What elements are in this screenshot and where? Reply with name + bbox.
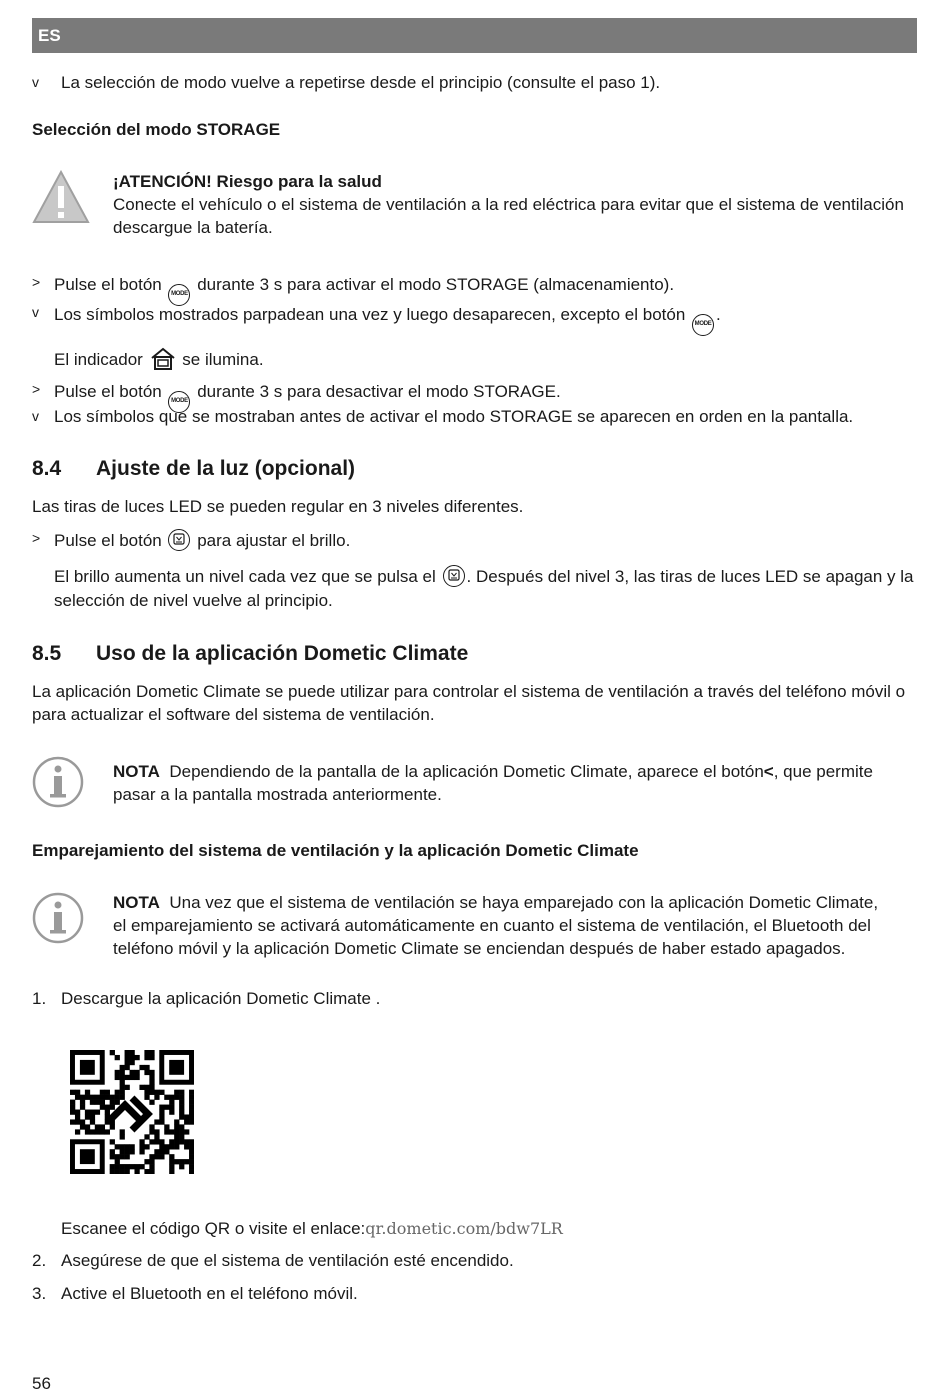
light-button-icon xyxy=(168,529,190,551)
qr-link[interactable]: qr.dometic.com/bdw7LR xyxy=(365,1219,563,1238)
step-text-post: para ajustar el brillo. xyxy=(197,531,351,550)
result-marker: v xyxy=(32,74,39,90)
step-number: 3. xyxy=(32,1284,47,1303)
warning-triangle-icon xyxy=(32,170,92,226)
pairing-step-1 xyxy=(32,987,380,1010)
section-number: 8.5 xyxy=(32,642,62,665)
section-number: 8.4 xyxy=(32,457,62,480)
step-text-post: durante 3 s para activar el modo STORAGE (almacenamiento). xyxy=(197,275,675,294)
warning-text-line-2: descargue la batería. xyxy=(113,218,273,237)
mode-button-icon: MODE xyxy=(168,391,190,413)
intro-text: La selección de modo vuelve a repetirse desde el principio (consulte el paso 1). xyxy=(61,73,661,92)
result-text: Los símbolos que se mostraban antes de activar el modo STORAGE se aparecen en orden en la pantalla. xyxy=(54,407,854,426)
step-marker: > xyxy=(32,274,41,290)
section-8-4-intro: Las tiras de luces LED se pueden regular en 3 niveles diferentes. xyxy=(32,497,524,516)
note-label: NOTA xyxy=(113,893,160,912)
qr-text: Escanee el código QR o visite el enlace: xyxy=(61,1219,366,1238)
section-8-5-heading xyxy=(32,641,468,667)
warning-title: ¡ATENCIÓN! Riesgo para la salud xyxy=(113,172,382,191)
step-text-post: durante 3 s para desactivar el modo STORAGE. xyxy=(197,382,561,401)
indicator-text-pre: El indicador xyxy=(54,350,143,369)
storage-indicator-line xyxy=(54,347,264,377)
section-title: Uso de la aplicación Dometic Climate xyxy=(96,642,469,665)
qr-code-icon[interactable] xyxy=(70,1050,194,1174)
step-text: Asegúrese de que el sistema de ventilación esté encendido. xyxy=(61,1251,514,1270)
note-2-line-1 xyxy=(113,891,878,914)
light-result-line-2: selección de nivel vuelve al principio. xyxy=(54,591,333,610)
step-marker: > xyxy=(32,530,41,546)
pairing-heading: Emparejamiento del sistema de ventilación y la aplicación Dometic Climate xyxy=(32,841,639,860)
pairing-step-2 xyxy=(32,1249,514,1272)
note-text: Una vez que el sistema de ventilación se haya emparejado con la aplicación Dometic Climate, xyxy=(169,893,879,912)
language-header-bar xyxy=(32,18,917,53)
section-8-5-text-line-1: La aplicación Dometic Climate se puede utilizar para controlar el sistema de ventilación a través del teléfono móvil o xyxy=(32,682,906,701)
mode-button-icon: MODE xyxy=(168,284,190,306)
section-8-5-text-line-2: para actualizar el software del sistema de ventilación. xyxy=(32,705,435,724)
warning-text-line-1: Conecte el vehículo o el sistema de ventilación a la red eléctrica para evitar que el sistema de ventilación xyxy=(113,195,904,214)
info-icon xyxy=(32,892,84,944)
storage-result-restore xyxy=(32,405,912,429)
result-text-pre: El brillo aumenta un nivel cada vez que se pulsa el xyxy=(54,567,436,586)
result-text-post: . Después del nivel 3, las tiras de luces LED se apagan y la xyxy=(466,567,914,586)
note-2-line-3: teléfono móvil y la aplicación Dometic Climate se enciendan después de haber estado apagados. xyxy=(113,939,846,958)
note-label: NOTA xyxy=(113,762,160,781)
storage-heading: Selección del modo STORAGE xyxy=(32,120,281,139)
storage-indicator-icon xyxy=(150,347,176,377)
step-number: 1. xyxy=(32,989,47,1008)
step-text-pre: Pulse el botón xyxy=(54,382,162,401)
result-text-post: . xyxy=(716,305,721,324)
step-marker: > xyxy=(32,381,41,397)
step-text-pre: Pulse el botón xyxy=(54,531,162,550)
section-8-4-heading xyxy=(32,456,355,482)
light-result-line-1 xyxy=(54,565,914,588)
result-marker: v xyxy=(32,408,39,424)
language-code: ES xyxy=(38,26,61,45)
indicator-text-post: se ilumina. xyxy=(182,350,264,369)
note-2-line-2: el emparejamiento se activará automáticamente en cuanto el sistema de ventilación, el Bluetooth del xyxy=(113,916,871,935)
back-symbol: < xyxy=(763,762,774,781)
qr-instruction xyxy=(61,1217,563,1240)
mode-button-icon: MODE xyxy=(692,314,714,336)
step-number: 2. xyxy=(32,1251,47,1270)
step-text-pre: Pulse el botón xyxy=(54,275,162,294)
light-button-icon xyxy=(443,565,465,587)
storage-step-deactivate xyxy=(32,380,912,404)
note-text: Dependiendo de la pantalla de la aplicación Dometic Climate, aparece el botón xyxy=(169,762,764,781)
storage-step-activate xyxy=(32,273,912,297)
note-1-line-2: pasar a la pantalla mostrada anteriormente. xyxy=(113,785,442,804)
storage-result-blink xyxy=(32,303,912,327)
note-text-post: , que permite xyxy=(773,762,873,781)
step-text: Active el Bluetooth en el teléfono móvil. xyxy=(61,1284,358,1303)
info-icon xyxy=(32,756,84,808)
result-text-pre: Los símbolos mostrados parpadean una vez y luego desaparecen, excepto el botón xyxy=(54,305,686,324)
pairing-step-3 xyxy=(32,1282,358,1305)
note-1-line-1 xyxy=(113,760,873,783)
step-text: Descargue la aplicación Dometic Climate . xyxy=(61,989,381,1008)
page-number: 56 xyxy=(32,1374,51,1393)
result-marker: v xyxy=(32,304,39,320)
light-step xyxy=(32,529,912,553)
section-title: Ajuste de la luz (opcional) xyxy=(96,457,356,480)
